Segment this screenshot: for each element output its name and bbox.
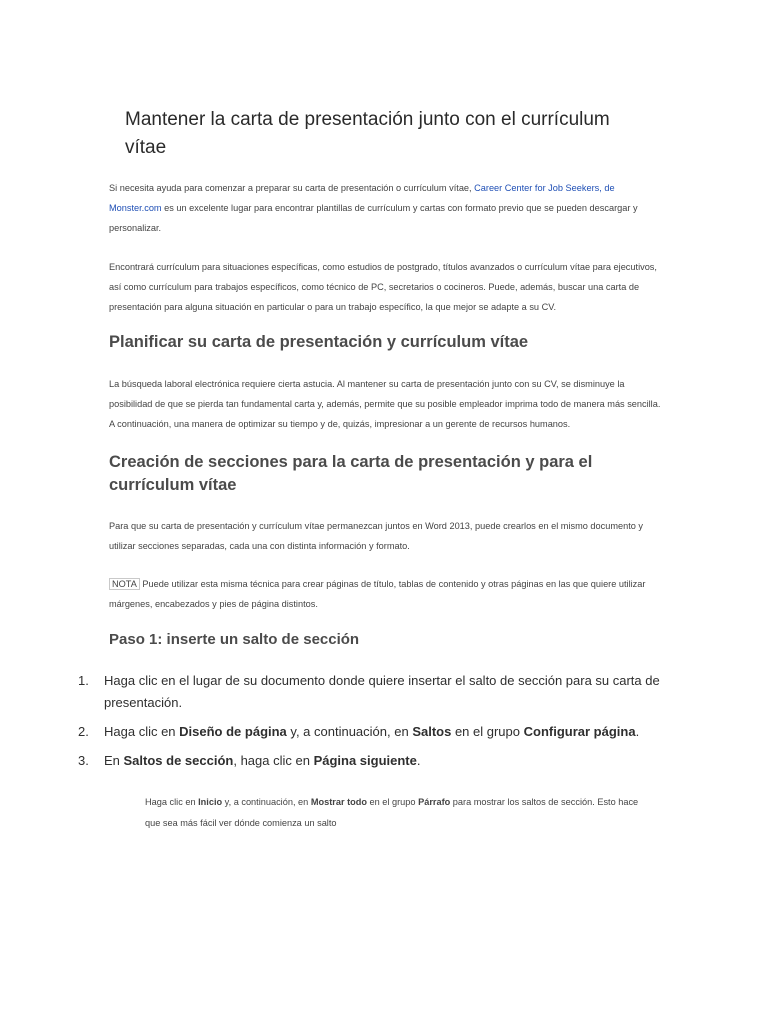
heading-create-sections: Creación de secciones para la carta de presentación y para el currículum vítae	[109, 453, 593, 494]
note-label: NOTA	[109, 578, 140, 590]
list-item-step-1	[78, 670, 668, 714]
tip-bold-text: Mostrar todo	[310, 797, 367, 807]
tip-text: para mostrar los saltos de sección. Esto hace que sea más fácil ver dónde comienza un salto	[145, 797, 639, 828]
step-heading: Paso 1: inserte un salto de sección	[109, 631, 360, 648]
list-item-step-2	[78, 721, 668, 743]
step-text: Haga clic en	[104, 724, 180, 739]
heading-plan-cover-letter: Planificar su carta de presentación y currículum vítae	[109, 333, 529, 351]
paragraph-specific-resumes: Encontrará currículum para situaciones específicas, como estudios de postgrado, títulos avanzados o currículum vítae para ejecutivos, así como currículum para trabajos específicos, como técnico de PC, secretarios o cocineros. Puede, además, buscar una carta de presentación para alguna situación en particular o para un trabajo específico, la que mejor se adapte a su CV.	[109, 262, 657, 312]
step-text: Haga clic en el lugar de su documento donde quiere insertar el salto de sección para su carta de presentación.	[104, 673, 660, 710]
step-bold-text: Página siguiente	[313, 753, 417, 768]
note-text: Puede utilizar esta misma técnica para crear páginas de título, tablas de contenido y otras páginas en las que quiere utilizar márgenes, encabezados y pies de página distintos.	[109, 579, 646, 609]
intro-text-before-link: Si necesita ayuda para comenzar a preparar su carta de presentación o currículum vítae,	[109, 183, 475, 193]
step-text: , haga clic en	[233, 753, 314, 768]
list-item-step-3	[78, 750, 668, 772]
intro-text-after-link: es un excelente lugar para encontrar plantillas de currículum y cartas con formato previo que se pueden descargar y personalizar.	[109, 203, 638, 233]
tip-text: y, a continuación, en	[222, 797, 311, 807]
note-paragraph	[109, 574, 665, 614]
tip-bold-text: Párrafo	[418, 797, 451, 807]
steps-list	[78, 670, 668, 779]
tip-paragraph	[145, 792, 645, 834]
paragraph-word-sections: Para que su carta de presentación y currículum vítae permanezcan juntos en Word 2013, puede crearlos en el mismo documento y utilizar secciones separadas, cada una con distinta información y formato.	[109, 521, 644, 551]
tip-text: en el grupo	[366, 797, 419, 807]
paragraph-job-search: La búsqueda laboral electrónica requiere cierta astucia. Al mantener su carta de presentación junto con su CV, se disminuye la posibilidad de que se pierda tan fundamental carta y, además, permite que su posible empleador imprima todo de manera más sencilla. A continuación, una manera de optimizar su tiempo y de, quizás, impresionar a un gerente de recursos humanos.	[109, 379, 661, 429]
step-number: 1.	[78, 673, 89, 688]
step-text: en el grupo	[451, 724, 524, 739]
intro-paragraph	[109, 178, 665, 238]
step-bold-text: Diseño de página	[179, 724, 287, 739]
step-number: 3.	[78, 753, 89, 768]
step-text: y, a continuación, en	[286, 724, 413, 739]
page-title: Mantener la carta de presentación junto con el currículum vítae	[125, 109, 610, 158]
tip-text: Haga clic en	[145, 797, 199, 807]
step-bold-text: Saltos de sección	[123, 753, 234, 768]
monster-career-center-link[interactable]: Career Center for Job Seekers, de Monster.com	[109, 183, 615, 213]
tip-bold-text: Inicio	[198, 797, 223, 807]
step-bold-text: Configurar página	[523, 724, 636, 739]
step-text: .	[416, 753, 421, 768]
step-text: .	[635, 724, 640, 739]
step-bold-text: Saltos	[412, 724, 452, 739]
step-number: 2.	[78, 724, 89, 739]
step-text: En	[104, 753, 124, 768]
